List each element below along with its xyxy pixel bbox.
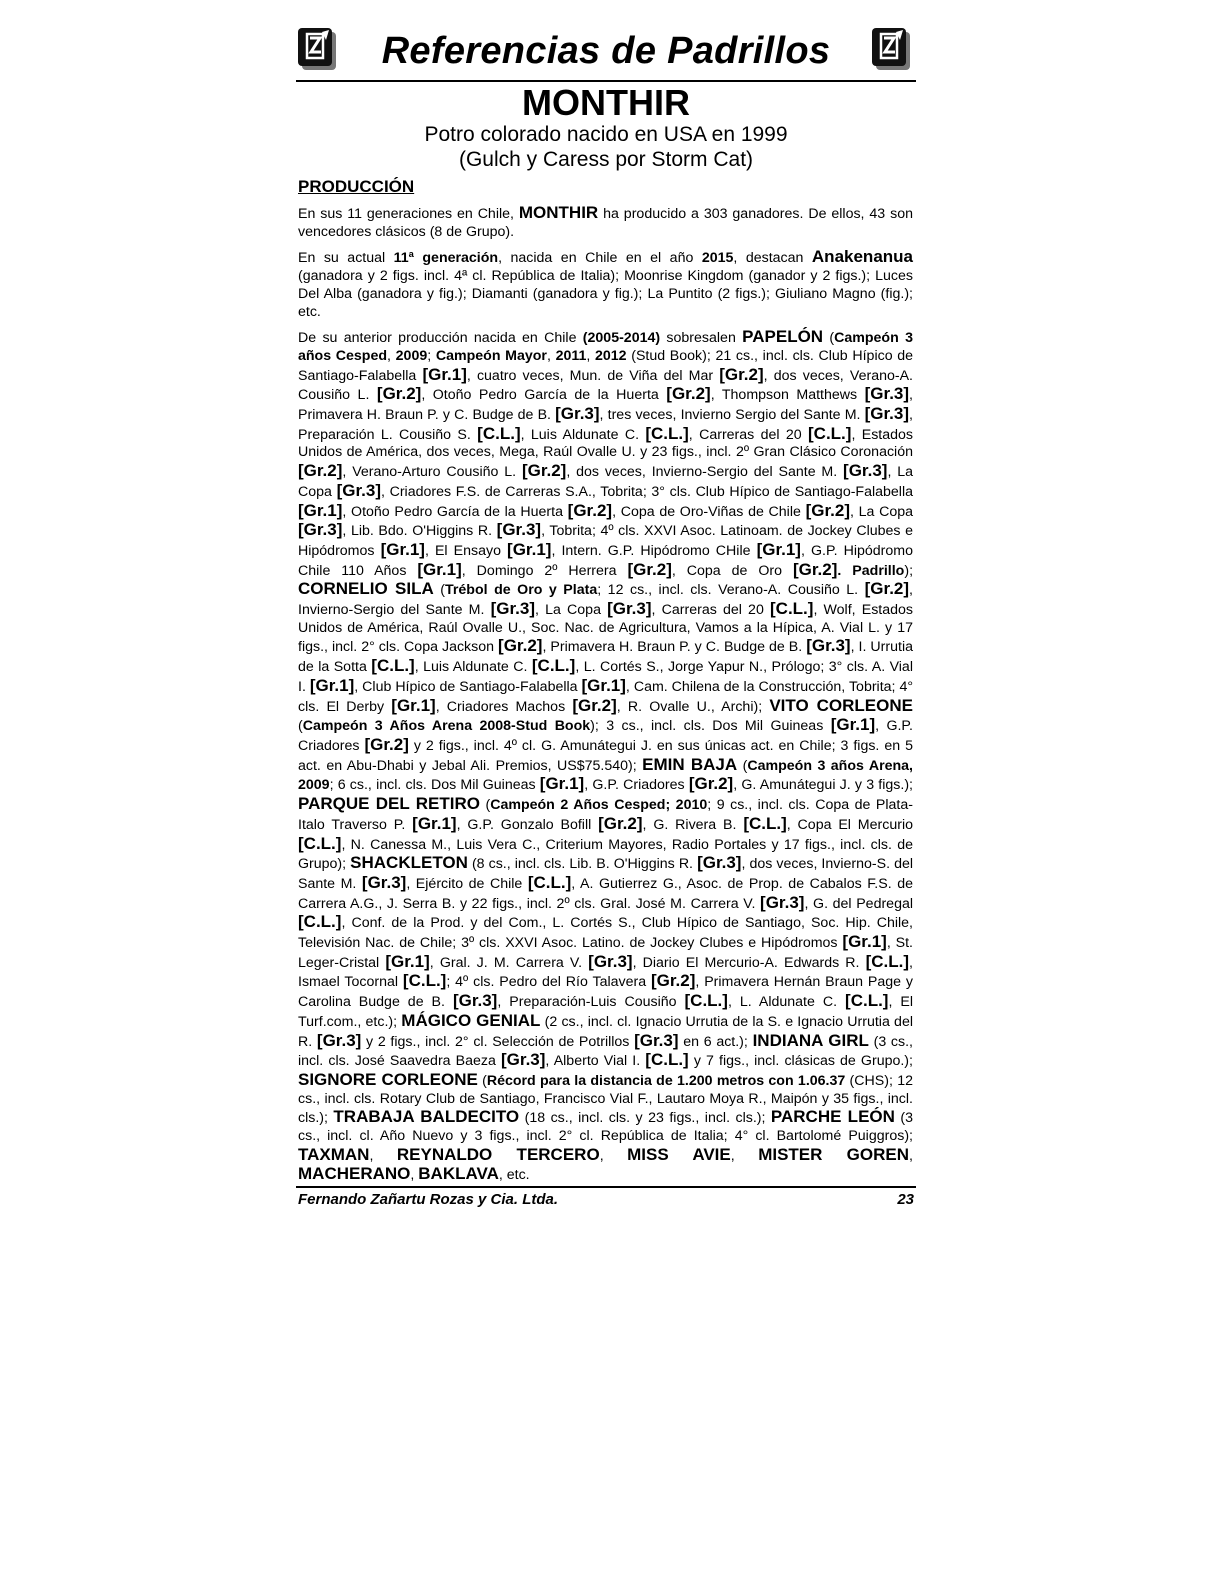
text-run: (2 cs., incl. cl. Ignacio Urrutia de la S. e Ignacio Urrutia del R. (298, 1013, 913, 1050)
emphasized-text: PARCHE LEÓN (770, 1107, 895, 1127)
emphasized-text: MISS AVIE (627, 1144, 731, 1164)
emphasized-text: [Gr.2] (498, 636, 543, 656)
emphasized-text: [Gr.3] (361, 872, 407, 892)
emphasized-text: [Gr.2] (666, 384, 711, 404)
emphasized-text: [C.L.] (402, 971, 447, 991)
text-run: , Copa de Oro-Viñas de Chile (612, 503, 806, 520)
body-paragraph (298, 328, 913, 1185)
emphasized-text: [C.L.] (684, 991, 728, 1011)
text-run: ( (479, 797, 491, 814)
text-run: ; 9 cs., incl. cls. Copa de Plata-Italo Traverso P. (298, 797, 913, 833)
emphasized-text: [Gr.3] (555, 404, 600, 424)
emphasized-text: [C.L.] (845, 991, 889, 1011)
text-run: (3 cs., incl. cl. Año Nuevo y 3 figs., incl. 2° cl. República de Italia; 4° cl. Bartolomé Puiggros); (298, 1110, 913, 1145)
emphasized-text: [Gr.3] (490, 599, 536, 619)
emphasized-text: [Gr.1] (380, 539, 425, 559)
emphasized-text: . Padrillo (837, 562, 905, 579)
text-run: ha producido a 303 ganadores. De ellos, 43 son vencedores clásicos (8 de Grupo). (298, 206, 913, 240)
text-run: , (730, 1147, 759, 1164)
text-run: , G.P. Criadores (584, 777, 689, 794)
emphasized-text: [Gr.2] (376, 384, 422, 404)
emphasized-text: [C.L.] (371, 656, 415, 676)
emphasized-text: [Gr.2] (521, 461, 567, 481)
text-run: , Primavera Hernán Braun Page y Carolina Budge de B. (298, 974, 913, 1011)
text-run: , L. Cortés S., Jorge Yapur N., Prólogo; 3° cls. A. Vial I. (298, 659, 913, 695)
text-run: , Copa El Mercurio (786, 816, 913, 833)
emphasized-text: [Gr.2] (364, 734, 409, 754)
text-run: , Criadores F.S. de Carreras S.A., Tobrita; 3° cls. Club Hípico de Santiago-Falabella (380, 483, 914, 500)
emphasized-text: VITO CORLEONE (769, 695, 913, 715)
text-run: , A. Gutierrez G., Asoc. de Prop. de Cabalos F.S. de Carrera A.G., J. Serra B. y 22 figs., incl. 2º cls. Gral. José M. Carrera V. (298, 875, 913, 912)
emphasized-text: [Gr.3] (806, 636, 851, 656)
text-run: , dos veces, Invierno-S. del Sante M. (298, 856, 914, 892)
text-run: ); (904, 562, 914, 579)
emphasized-text: [Gr.1] (830, 715, 876, 735)
text-run: , dos veces, Verano-A. Cousiño L. (298, 367, 913, 404)
emphasized-text: [Gr.3] (501, 1050, 546, 1070)
text-run: , La Copa (849, 503, 914, 520)
emphasized-text: REYNALDO TERCERO (396, 1144, 600, 1164)
body-paragraph (298, 204, 913, 241)
text-run: , (586, 347, 595, 364)
emphasized-text: INDIANA GIRL (752, 1030, 869, 1050)
emphasized-text: PARQUE DEL RETIRO (298, 794, 480, 814)
text-run: , (387, 347, 396, 364)
text-run: , Invierno-Sergio del Sante M. (298, 582, 913, 619)
text-run: , N. Canessa M., Luis Vera C., Criterium Mayores, Radio Portales y 17 figs., incl. cls. de Grupo); (298, 836, 913, 873)
text-run: , El Turf.com., etc.); (298, 994, 913, 1030)
text-run: , cuatro veces, Mun. de Viña del Mar (466, 367, 720, 384)
text-run: ; 4º cls. Pedro del Río Talavera (446, 974, 651, 991)
emphasized-text: MACHERANO (298, 1164, 411, 1184)
text-run: , dos veces, Invierno-Sergio del Sante M. (566, 464, 844, 481)
emphasized-text: MÁGICO GENIAL (401, 1010, 541, 1030)
emphasized-text: [Gr.1] (507, 539, 552, 559)
text-run: , Primavera H. Braun P. y C. Budge de B. (542, 639, 807, 656)
text-run: , G. Rivera B. (642, 816, 744, 833)
emphasized-text: TAXMAN (298, 1144, 370, 1164)
emphasized-text: [Gr.2] (864, 579, 910, 599)
emphasized-text: MONTHIR (518, 203, 599, 222)
text-run: (CHS); 12 cs., incl. cls. Rotary Club de Santiago, Francisco Vial F., Lautaro Moya R., Maipón y 35 figs., incl. cls.); (298, 1072, 913, 1127)
emphasized-text: [Gr.2] (572, 695, 617, 715)
text-run: , Lib. Bdo. O'Higgins R. (342, 523, 497, 540)
text-run: , Ismael Tocornal (298, 954, 913, 991)
text-run: , Ejército de Chile (406, 875, 528, 892)
emphasized-text: [C.L.] (645, 423, 689, 443)
text-run: , I. Urrutia de la Sotta (298, 639, 913, 676)
emphasized-text: [Gr.1] (581, 675, 626, 695)
emphasized-text: [Gr.2] (598, 813, 643, 833)
text-run: , Gral. J. M. Carrera V. (429, 954, 589, 971)
emphasized-text: Récord para la distancia de 1.200 metros con 1.06.37 (486, 1072, 846, 1089)
text-run: (18 cs., incl. cls. y 23 figs., incl. cls.); (519, 1110, 771, 1127)
text-run: y 2 figs., incl. 2° cl. Selección de Potrillos (361, 1033, 635, 1050)
emphasized-text: BAKLAVA (418, 1164, 499, 1184)
text-run: ); 3 cs., incl. cls. Dos Mil Guineas (590, 718, 831, 735)
emphasized-text: [Gr.2] (805, 500, 850, 520)
text-run: , (599, 1147, 628, 1164)
emphasized-text: [Gr.3] (843, 461, 888, 481)
emphasized-text: [Gr.2] (793, 559, 838, 579)
page-header (296, 26, 916, 82)
text-run: ( (737, 757, 748, 774)
text-run: , G. del Pedregal (804, 895, 914, 912)
footer-company: Fernando Zañartu Rozas y Cia. Ltda. (298, 1191, 559, 1208)
text-run: , etc. (498, 1167, 530, 1184)
text-run: , Club Hípico de Santiago-Falabella (354, 678, 582, 695)
text-run: , R. Ovalle U., Archi); (616, 698, 770, 715)
text-run: , (546, 347, 556, 364)
text-run: , Carreras del 20 (651, 602, 770, 619)
emphasized-text: [C.L.] (645, 1050, 689, 1070)
emphasized-text: (2005-2014) (582, 330, 661, 347)
emphasized-text: [C.L.] (298, 833, 342, 853)
emphasized-text: [Gr.1] (842, 932, 887, 952)
text-run: ; 6 cs., incl. cls. Dos Mil Guineas (329, 777, 540, 794)
emphasized-text: [C.L.] (770, 599, 814, 619)
text-run: (ganadora y 2 figs. incl. 4ª cl. República de Italia); Moonrise Kingdom (ganador y 2 figs.); Luces Del Alba (ganadora y fig.); Diamanti (ganadora y fig.); La Puntito (2 figs.); Giuliano Magno (fig.); etc. (298, 268, 913, 320)
horse-pedigree: (Gulch y Caress por Storm Cat) (458, 148, 754, 171)
header-title: Referencias de Padrillos (381, 30, 831, 72)
emphasized-text: Campeón 3 años Cesped (298, 330, 913, 364)
emphasized-text: [Gr.3] (760, 892, 805, 912)
emphasized-text: [Gr.1] (298, 500, 343, 520)
emphasized-text: [Gr.1] (417, 559, 462, 579)
text-run: , Verano-Arturo Cousiño L. (342, 464, 522, 481)
text-run: , G. Amunátegui J. y 3 figs.); (733, 777, 913, 794)
emphasized-text: [Gr.1] (385, 951, 430, 971)
body-paragraph (298, 248, 913, 321)
page-number: 23 (897, 1191, 914, 1208)
emphasized-text: [Gr.3] (864, 404, 910, 424)
text-run: , Estados Unidos de América, dos veces, Mega, Raúl Ovalle U. y 23 figs., incl. 2º Gran Clásico Coronación (298, 426, 914, 461)
emphasized-text: CORNELIO SILA (298, 579, 434, 599)
text-run: ( (477, 1072, 487, 1089)
emphasized-text: [Gr.3] (634, 1030, 679, 1050)
emphasized-text: [Gr.3] (336, 480, 381, 500)
emphasized-text: Trébol de Oro y Plata (445, 582, 598, 599)
emphasized-text: [Gr.3] (864, 384, 910, 404)
emphasized-text: SHACKLETON (350, 853, 468, 873)
text-run: De su anterior producción nacida en Chile (298, 330, 583, 347)
emphasized-text: [Gr.3] (697, 853, 742, 873)
section-heading: PRODUCCIÓN (298, 177, 415, 196)
emphasized-text: [Gr.1] (391, 695, 436, 715)
emphasized-text: [C.L.] (865, 951, 910, 971)
text-run: , L. Aldunate C. (727, 994, 846, 1011)
emphasized-text: [Gr.1] (539, 774, 585, 794)
text-run: , G.P. Gonzalo Bofill (456, 816, 599, 833)
text-run: , nacida en Chile en el año (498, 250, 702, 267)
emphasized-text: [Gr.2] (651, 971, 696, 991)
emphasized-text: Campeón 3 años Arena, 2009 (298, 757, 913, 794)
emphasized-text: [Gr.3] (496, 520, 542, 540)
stylized-horse-emblem-icon (870, 26, 912, 72)
text-run: , Thompson Matthews (710, 387, 865, 404)
emphasized-text: [Gr.1] (756, 539, 801, 559)
text-run: , destacan (733, 250, 812, 267)
text-run: , Intern. G.P. Hipódromo CHile (551, 542, 757, 559)
text-run: sobresalen (660, 330, 743, 347)
horse-name: MONTHIR (522, 82, 690, 123)
text-run: , Luis Aldunate C. (520, 426, 646, 443)
emphasized-text: 2012 (595, 347, 627, 364)
text-run: , Tobrita; 4º cls. XXVI Asoc. Latinoam. de Jockey Clubes e Hipódromos (298, 523, 913, 559)
emphasized-text: [Gr.1] (309, 675, 355, 695)
emphasized-text: [Gr.3] (607, 599, 652, 619)
text-run: en 6 act.); (678, 1033, 753, 1050)
text-run: , Diario El Mercurio-A. Edwards R. (632, 954, 866, 971)
emphasized-text: [Gr.2] (719, 364, 764, 384)
page-footer (296, 1186, 916, 1208)
text-run: En sus 11 generaciones en Chile, (298, 206, 519, 222)
emphasized-text: [C.L.] (531, 656, 576, 676)
text-run: ( (298, 718, 303, 735)
emphasized-text: [C.L.] (527, 872, 572, 892)
text-run: , Otoño Pedro García de la Huerta (421, 387, 667, 404)
text-run: , (369, 1147, 397, 1164)
emphasized-text: [Gr.3] (452, 991, 498, 1011)
text-run: ; (427, 347, 436, 364)
emphasized-text: [C.L.] (808, 423, 852, 443)
emphasized-text: PAPELÓN (742, 327, 824, 347)
text-run: , Luis Aldunate C. (414, 659, 532, 676)
emphasized-text: TRABAJA BALDECITO (333, 1107, 520, 1127)
text-run: , Cam. Chilena de la Construcción, Tobrita; 4° cls. El Derby (298, 678, 914, 715)
emphasized-text: [Gr.2] (298, 461, 343, 481)
emphasized-text: Campeón Mayor (435, 347, 547, 364)
emphasized-text: SIGNORE CORLEONE (298, 1069, 478, 1089)
horse-description: Potro colorado nacido en USA en 1999 (424, 123, 788, 146)
text-run: , Preparación L. Cousiño S. (298, 407, 913, 443)
emphasized-text: [C.L.] (298, 912, 342, 932)
emphasized-text: [Gr.1] (422, 364, 467, 384)
text-run: (Stud Book); 21 cs., incl. cls. Club Hípico de Santiago-Falabella (298, 347, 914, 384)
text-run: , Alberto Vial I. (545, 1053, 646, 1070)
emphasized-text: 2009 (395, 347, 428, 364)
emphasized-text: [Gr.1] (412, 813, 457, 833)
text-run: , Otoño Pedro García de la Huerta (342, 503, 568, 520)
text-run: , (410, 1167, 419, 1184)
emphasized-text: EMIN BAJA (642, 754, 738, 774)
emphasized-text: 2011 (555, 347, 587, 364)
text-run: , Wolf, Estados Unidos de América, Raúl Ovalle U., Soc. Nac. de Agricultura, Vamos a la Hípica, A. Vial L. y 17 figs., incl. 2° cls. Copa Jackson (298, 602, 914, 656)
text-run: , Carreras del 20 (688, 426, 809, 443)
emphasized-text: [C.L.] (477, 423, 521, 443)
text-run: ( (433, 582, 445, 599)
text-run: (8 cs., incl. cls. Lib. B. O'Higgins R. (467, 856, 698, 873)
emphasized-text: [Gr.2] (688, 774, 734, 794)
text-run: ; 12 cs., incl. cls. Verano-A. Cousiño L. (597, 582, 865, 599)
text-run: , Criadores Machos (435, 698, 573, 715)
text-run: , tres veces, Invierno Sergio del Sante M. (599, 407, 865, 424)
emphasized-text: MISTER GOREN (758, 1144, 910, 1164)
text-run: , G.P. Hipódromo Chile 110 Años (298, 542, 913, 579)
text-run: , Preparación-Luis Cousiño (497, 994, 685, 1011)
text-run: , (909, 1147, 913, 1164)
text-run: , Conf. de la Prod. y del Com., L. Cortés S., Club Hípico de Santiago, Soc. Hip. Chile, Televisión Nac. de Chile; 3º cls. XXVI Asoc. Latino. de Jockey Clubes e Hipódromos (298, 915, 913, 952)
emphasized-text: Campeón 3 Años Arena 2008-Stud Book (302, 718, 591, 735)
text-run: , El Ensayo (424, 542, 508, 559)
emphasized-text: Campeón 2 Años Cesped; 2010 (490, 797, 708, 814)
emphasized-text: [C.L.] (743, 813, 787, 833)
emphasized-text: Anakenanua (811, 247, 913, 267)
text-run: y 7 figs., incl. clásicas de Grupo.); (688, 1053, 913, 1070)
text-run: , Domingo 2º Herrera (461, 562, 628, 579)
production-body (298, 204, 913, 1192)
text-run: , St. Leger-Cristal (298, 935, 913, 971)
emphasized-text: [Gr.3] (298, 520, 343, 540)
emphasized-text: [Gr.2] (627, 559, 672, 579)
text-run: , Copa de Oro (671, 562, 793, 579)
text-run: (3 cs., incl. cls. José Saavedra Baeza (298, 1033, 913, 1070)
text-run: En su actual (298, 250, 394, 267)
text-run: y 2 figs., incl. 4º cl. G. Amunátegui J. en sus únicas act. en Chile; 3 figs. en 5 act. en Abu-Dhabi y Jebal Ali. Premios, US$75.540); (298, 737, 913, 774)
text-run: , Primavera H. Braun P. y C. Budge de B. (298, 387, 913, 424)
emphasized-text: 2015 (701, 250, 734, 267)
emphasized-text: [Gr.3] (588, 951, 633, 971)
text-run: , La Copa (535, 602, 608, 619)
text-run: , La Copa (298, 464, 914, 500)
emphasized-text: [Gr.3] (316, 1030, 362, 1050)
emphasized-text: 11ª generación (393, 250, 499, 267)
text-run: , G.P. Criadores (298, 718, 914, 754)
emphasized-text: [Gr.2] (567, 500, 613, 520)
text-run: ( (823, 330, 835, 347)
